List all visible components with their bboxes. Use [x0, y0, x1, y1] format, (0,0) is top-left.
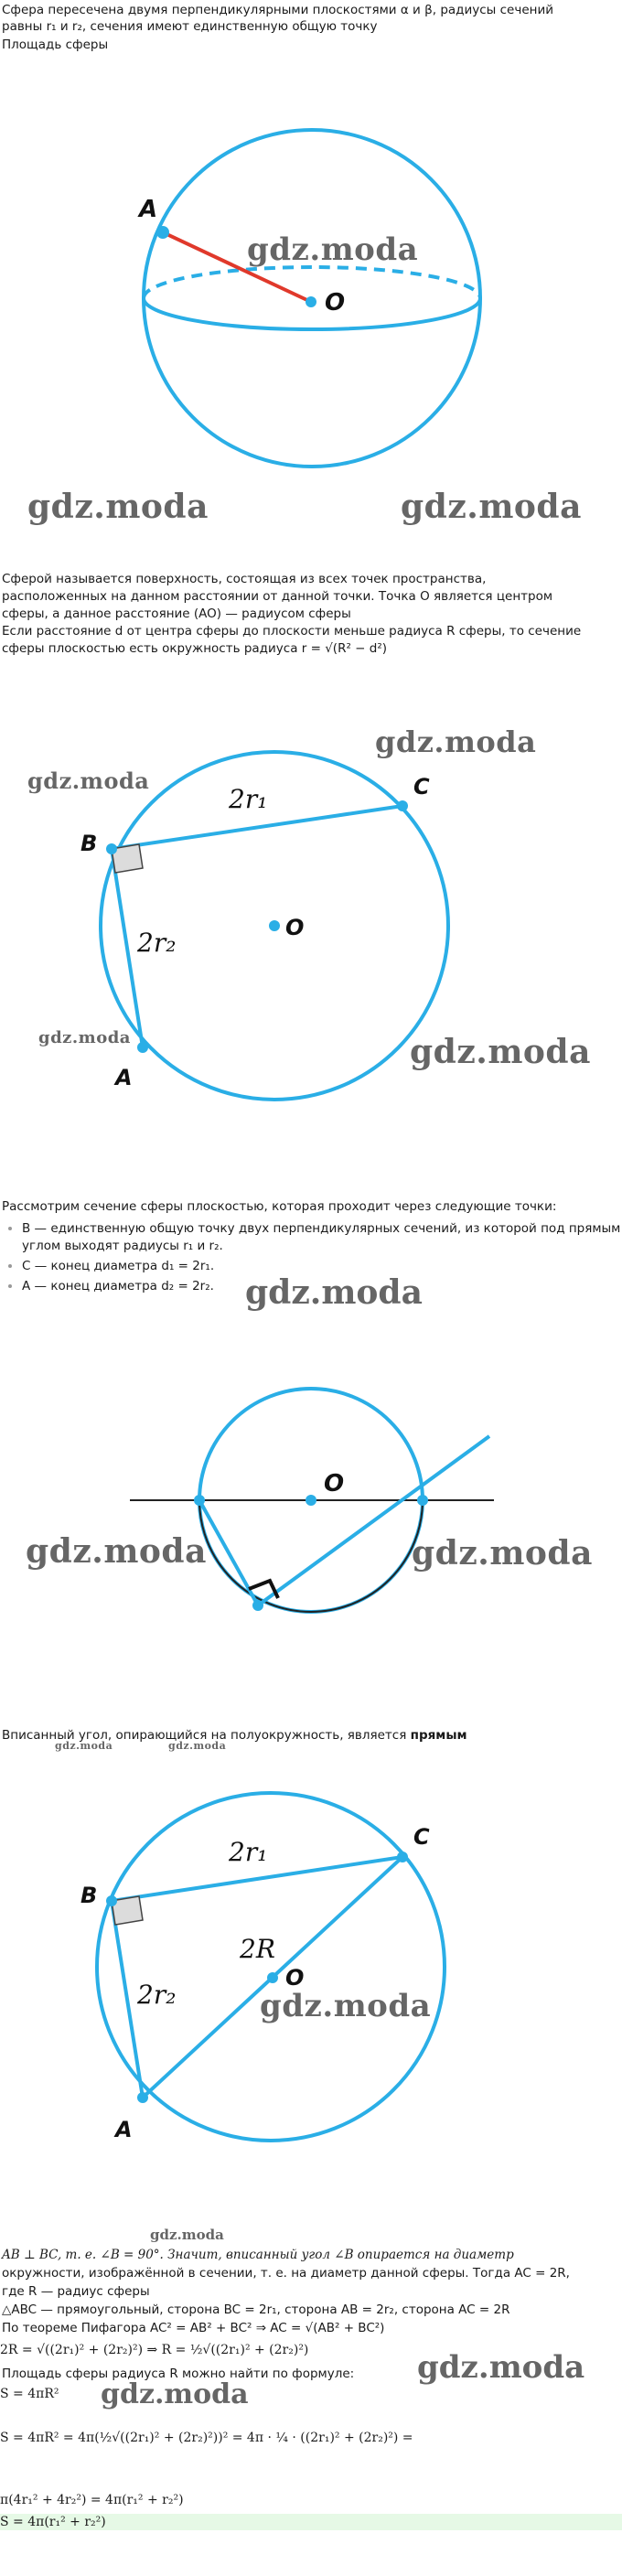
point-a: [156, 226, 169, 239]
solution-line-3: где R — радиус сферы: [2, 2284, 150, 2299]
label-a: A: [139, 196, 158, 223]
label-c: C: [413, 1824, 430, 1850]
problem-line-2: равны r₁ и r₂, сечения имеют единственную общую точку: [2, 19, 378, 34]
list-item-b: • B — единственную общую точку двух перпендикулярных сечений, из которой под прямым углом выходят радиусы r₁ и r₂.: [22, 1220, 622, 1255]
segment-bc-label: 2r₁: [229, 1837, 268, 1867]
label-b: B: [80, 831, 98, 856]
watermark: gdz.moda: [412, 1534, 593, 1572]
solution-line-9: S = 4πR² = 4π(½√((2r₁)² + (2r₂)²))² = 4π · ¼ · ((2r₁)² + (2r₂)²) =: [0, 2431, 413, 2445]
segment-ba-label: 2r₂: [137, 928, 177, 958]
segment-bc-label: 2r₁: [229, 784, 268, 814]
label-o: O: [285, 915, 305, 940]
label-o: O: [324, 1470, 345, 1497]
watermark: gdz.moda: [27, 767, 150, 794]
watermark: gdz.moda: [375, 724, 537, 759]
watermark: gdz.moda: [27, 488, 209, 526]
list-item-a: • A — конец диаметра d₂ = 2r₂.: [22, 1278, 622, 1295]
def-line-4: Если расстояние d от центра сферы до плоскости меньше радиуса R сферы, то сечение: [2, 624, 582, 639]
inscribed-angle-text: Вписанный угол, опирающийся на полуокружность, является прямым: [2, 1728, 467, 1743]
def-line-1: Сферой называется поверхность, состоящая из всех точек пространства,: [2, 572, 487, 586]
figure-diameter-circle: [0, 1738, 622, 2177]
watermark: gdz.moda: [55, 1740, 113, 1752]
solution-line-1: AB ⊥ BC, т. е. ∠B = 90°. Значит, вписанный угол ∠B опирается на диаметр: [2, 2248, 514, 2262]
solution-line-2: окружности, изображённой в сечении, т. е. на диаметр данной сферы. Тогда AC = 2R,: [2, 2266, 570, 2281]
solution-line-7: Площадь сферы радиуса R можно найти по формуле:: [2, 2367, 355, 2381]
problem-line-1: Сфера пересечена двумя перпендикулярными плоскостями α и β, радиусы сечений: [2, 3, 554, 17]
watermark: gdz.moda: [150, 2227, 224, 2243]
bold-word: прямым: [410, 1728, 467, 1743]
list-item-c: • C — конец диаметра d₁ = 2r₁.: [22, 1258, 622, 1275]
segment-ba-label: 2r₂: [137, 1980, 177, 2010]
def-line-5: сферы плоскостью есть окружность радиуса r = √(R² − d²): [2, 641, 388, 656]
watermark: gdz.moda: [401, 488, 582, 526]
solution-line-4: △ABC — прямоугольный, сторона BC = 2r₁, сторона AB = 2r₂, сторона AC = 2R: [2, 2302, 510, 2317]
label-a: A: [115, 2117, 133, 2142]
figure-semicircle: [0, 1326, 622, 1647]
solution-line-10: π(4r₁² + 4r₂²) = 4π(r₁² + r₂²): [0, 2493, 184, 2507]
label-o: O: [325, 289, 346, 317]
watermark: gdz.moda: [410, 1033, 591, 1071]
problem-question: Площадь сферы: [2, 38, 109, 52]
solution-line-5: По теореме Пифагора AC² = AB² + BC² ⇒ AC = √(AB² + BC²): [2, 2321, 385, 2335]
def-line-2: расположенных на данном расстоянии от данной точки. Точка O является центром: [2, 589, 553, 604]
watermark: gdz.moda: [168, 1740, 227, 1752]
figure-sphere: [0, 59, 622, 553]
watermark: gdz.moda: [38, 1028, 131, 1047]
solution-line-6: 2R = √((2r₁)² + (2r₂)²) ⇒ R = ½√((2r₁)² + (2r₂)²): [0, 2343, 309, 2357]
watermark: gdz.moda: [26, 1532, 207, 1571]
label-c: C: [413, 774, 430, 800]
watermark: gdz.moda: [417, 2349, 585, 2386]
label-b: B: [80, 1883, 98, 1908]
figure-section-circle: [0, 686, 622, 1162]
watermark: gdz.moda: [101, 2378, 249, 2410]
formula-area: S = 4πR²: [0, 2387, 59, 2401]
segment-ac-label: 2R: [240, 1934, 275, 1964]
final-answer: S = 4π(r₁² + r₂²): [0, 2514, 622, 2530]
watermark: gdz.moda: [245, 1273, 423, 1312]
watermark: gdz.moda: [260, 1988, 432, 2024]
point-o: [306, 296, 316, 307]
consider-intro: Рассмотрим сечение сферы плоскостью, которая проходит через следующие точки:: [2, 1199, 557, 1214]
label-a: A: [115, 1065, 133, 1090]
watermark: gdz.moda: [247, 231, 419, 268]
label-o: O: [285, 1965, 305, 1991]
def-line-3: сферы, а данное расстояние (AO) — радиусом сферы: [2, 606, 351, 621]
